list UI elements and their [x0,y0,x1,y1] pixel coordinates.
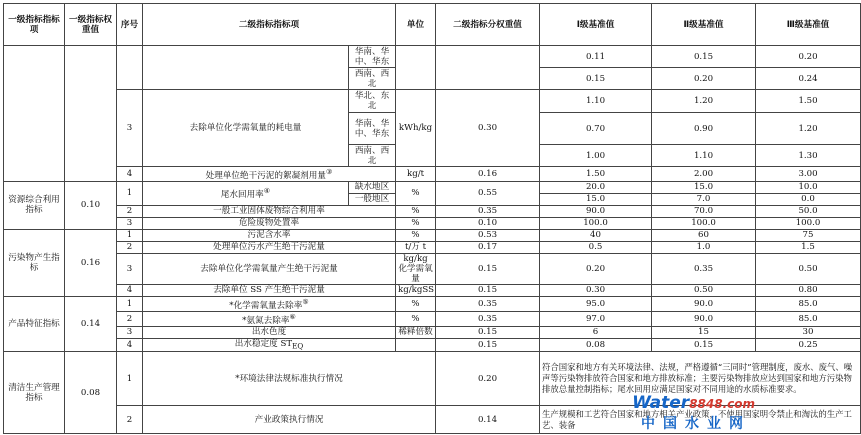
unit-cell: kWh/kg [396,90,436,167]
group-weight-cell: 0.10 [65,181,117,229]
value-cell: 0.25 [756,338,861,352]
weight-cell: 0.15 [436,326,540,338]
value-cell: 0.5 [540,241,652,253]
header-cell: Ⅲ级基准值 [756,4,861,46]
unit-cell: % [396,217,436,229]
value-cell: 0.30 [540,284,652,296]
region-cell: 华南、华中、华东 [349,46,396,68]
value-cell: 100.0 [652,217,756,229]
watermark-domain: .com [722,397,755,411]
unit-cell: % [396,296,436,311]
footnote-mark: ⑤ [302,296,309,306]
no-cell: 1 [117,352,143,406]
item-cell: 去除单位化学需氧量的耗电量 [143,90,349,167]
group-weight-cell: 0.14 [65,296,117,351]
value-cell: 50.0 [756,205,861,217]
header-cell: Ⅰ级基准值 [540,4,652,46]
value-cell: 40 [540,229,652,241]
value-cell: 0.90 [652,113,756,145]
unit-cell: % [396,229,436,241]
value-cell: 1.10 [652,145,756,167]
table-row [4,284,861,296]
header-cell: 二级指标分权重值 [436,4,540,46]
item-text: 处理单位绝干污泥的絮凝剂用量 [205,170,326,181]
value-cell: 15 [652,326,756,338]
table-row [4,229,861,241]
requirement-cell: 生产规模和工艺符合国家和地方相关产业政策，不使用国家明令禁止和淘汰的生产工艺、装备 [540,406,861,434]
value-cell: 90.0 [652,311,756,326]
no-cell: 1 [117,229,143,241]
value-cell: 0.11 [540,46,652,68]
value-cell: 0.15 [652,46,756,68]
table-row [4,311,861,326]
value-cell: 95.0 [540,296,652,311]
no-cell: 4 [117,338,143,352]
region-cell: 华北、东北 [349,90,396,113]
value-cell: 60 [652,229,756,241]
subscript-text: EQ [292,341,304,351]
header-cell: 一级指标指标项 [4,4,65,46]
value-cell: 0.08 [540,338,652,352]
unit-cell: % [396,205,436,217]
header-cell: Ⅱ级基准值 [652,4,756,46]
weight-cell: 0.15 [436,253,540,284]
value-cell: 1.20 [652,90,756,113]
no-cell: 4 [117,167,143,182]
evaluation-index-table [3,3,861,434]
weight-cell: 0.15 [436,338,540,352]
table-row [4,241,861,253]
no-cell: 3 [117,90,143,167]
value-cell: 90.0 [540,205,652,217]
table-row [4,167,861,182]
table-row [4,90,861,113]
weight-cell [436,46,540,90]
no-cell: 4 [117,284,143,296]
value-cell: 70.0 [652,205,756,217]
value-cell: 2.00 [652,167,756,182]
group-cell: 产品特征指标 [4,296,65,351]
item-text: *化学需氧量去除率 [229,300,303,311]
value-cell: 1.30 [756,145,861,167]
value-cell: 20.0 [540,181,652,193]
table-row [4,326,861,338]
header-cell: 一级指标权重值 [65,4,117,46]
table-row [4,253,861,284]
unit-cell: kg/t [396,167,436,182]
table-row [4,217,861,229]
unit-cell: 稀释倍数 [396,326,436,338]
value-cell: 97.0 [540,311,652,326]
unit-cell: kg/kgSS [396,284,436,296]
value-cell: 0.70 [540,113,652,145]
table-row [4,296,861,311]
unit-cell [396,338,436,352]
value-cell: 1.10 [540,90,652,113]
unit-cell: % [396,311,436,326]
weight-cell: 0.30 [436,90,540,167]
item-cell: 去除单位化学需氧量产生绝干污泥量 [143,253,396,284]
weight-cell: 0.55 [436,181,540,205]
unit-cell: t/万 t [396,241,436,253]
item-cell: 一般工业固体废物综合利用率 [143,205,396,217]
item-cell: *环境法律法规标准执行情况 [143,352,436,406]
value-cell: 0.80 [756,284,861,296]
value-cell: 1.0 [652,241,756,253]
weight-cell: 0.20 [436,352,540,406]
value-cell: 15.0 [540,193,652,205]
table-row [4,46,861,68]
unit-cell [396,46,436,90]
header-cell: 二级指标指标项 [143,4,396,46]
no-cell: 3 [117,326,143,338]
value-cell: 1.50 [756,90,861,113]
item-cell: 出水色度 [143,326,396,338]
value-cell: 0.15 [652,338,756,352]
weight-cell: 0.35 [436,311,540,326]
value-cell: 75 [756,229,861,241]
no-cell: 2 [117,311,143,326]
no-cell: 3 [117,217,143,229]
header-row [4,4,861,46]
header-cell: 单位 [396,4,436,46]
value-cell: 10.0 [756,181,861,193]
site-watermark [632,393,757,433]
weight-cell: 0.35 [436,296,540,311]
no-cell: 1 [117,181,143,205]
item-cell: 污泥含水率 [143,229,396,241]
value-cell: 0.24 [756,68,861,90]
watermark-site-name: 中国水业网 [641,416,751,432]
footnote-mark: ⑥ [289,311,296,321]
value-cell: 30 [756,326,861,338]
item-cell: 处理单位污水产生绝干污泥量 [143,241,396,253]
table-row [4,338,861,352]
no-cell: 2 [117,205,143,217]
item-text: *氨氮去除率 [242,315,290,326]
value-cell: 100.0 [756,217,861,229]
weight-cell: 0.35 [436,205,540,217]
no-cell: 2 [117,406,143,434]
value-cell: 1.5 [756,241,861,253]
item-text: 尾水回用率 [220,190,264,201]
header-cell: 序号 [117,4,143,46]
value-cell: 0.20 [756,46,861,68]
no-cell [117,46,143,90]
no-cell: 3 [117,253,143,284]
value-cell: 0.50 [652,284,756,296]
value-cell: 1.20 [756,113,861,145]
subregion-cell: 缺水地区 [349,181,396,193]
item-cell [143,296,396,311]
value-cell: 0.20 [652,68,756,90]
unit-cell: % [396,181,436,205]
table-row [4,181,861,193]
item-cell [143,181,349,205]
table-row [4,205,861,217]
item-cell: 产业政策执行情况 [143,406,436,434]
weight-cell: 0.15 [436,284,540,296]
group-cell: 污染物产生指标 [4,229,65,296]
value-cell: 90.0 [652,296,756,311]
weight-cell: 0.16 [436,167,540,182]
value-cell: 0.20 [540,253,652,284]
value-cell: 85.0 [756,311,861,326]
value-cell: 0.50 [756,253,861,284]
item-cell [143,46,349,90]
item-cell [143,311,396,326]
footnote-mark: ④ [263,186,271,196]
group-weight-cell: 0.08 [65,352,117,434]
value-cell: 1.50 [540,167,652,182]
no-cell: 2 [117,241,143,253]
watermark-word: Water [632,393,690,413]
value-cell: 7.0 [652,193,756,205]
value-cell: 6 [540,326,652,338]
value-cell: 15.0 [652,181,756,193]
item-text: 出水稳定度 ST [234,338,293,349]
subregion-cell: 一般地区 [349,193,396,205]
group-weight-cell: 0.16 [65,229,117,296]
region-cell: 华南、华中、华东 [349,113,396,145]
unit-cell: kg/kg 化学需氧量 [396,253,436,284]
value-cell: 100.0 [540,217,652,229]
item-cell: 危险废物处置率 [143,217,396,229]
requirement-cell: 符合国家和地方有关环境法律、法规，严格遵循“三同时”管理制度，废水、废气、噪声等污染物排放符合国家和地方排放标准；主要污染物排放应达到国家和地方污染物排放总量控制指标；尾水回用应满足国家对不同用途的水质标准要求。 [540,352,861,406]
value-cell: 0.35 [652,253,756,284]
watermark-number: 8848 [689,397,723,411]
watermark-logo-text [632,393,755,413]
value-cell: 85.0 [756,296,861,311]
no-cell: 1 [117,296,143,311]
region-cell: 西南、西北 [349,145,396,167]
weight-cell: 0.53 [436,229,540,241]
footnote-mark: ③ [325,167,333,176]
item-cell [143,167,396,182]
group-weight-cell [65,46,117,182]
weight-cell: 0.17 [436,241,540,253]
group-cell [4,46,65,182]
value-cell: 1.00 [540,145,652,167]
value-cell: 0.15 [540,68,652,90]
group-cell: 清洁生产管理指标 [4,352,65,434]
item-cell [143,338,396,352]
weight-cell: 0.14 [436,406,540,434]
value-cell: 0.0 [756,193,861,205]
group-cell: 资源综合利用指标 [4,181,65,229]
value-cell: 3.00 [756,167,861,182]
region-cell: 西南、西北 [349,68,396,90]
item-cell: 去除单位 SS 产生绝干污泥量 [143,284,396,296]
weight-cell: 0.10 [436,217,540,229]
